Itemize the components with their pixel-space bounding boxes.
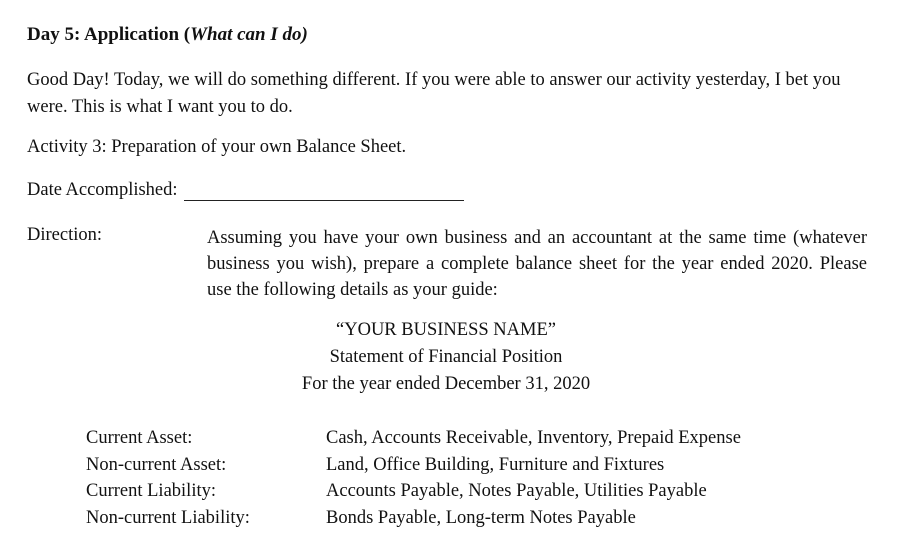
- item-row: [86, 478, 741, 505]
- direction-text: Assuming you have your own business and an accountant at the same time (whatever business you wish), prepare a complete balance sheet for the year ended 2020. Please use the following details as your guide:: [207, 228, 867, 300]
- intro-paragraph: Good Day! Today, we will do something different. If you were able to answer our activity yesterday, I bet you were. This is what I want you to do.: [27, 70, 841, 117]
- date-accomplished-label: Date Accomplished:: [27, 180, 178, 200]
- account-items: [86, 425, 741, 531]
- activity-heading: Activity 3: Preparation of your own Balance Sheet.: [27, 137, 407, 157]
- item-label: Non-current Asset:: [86, 454, 227, 475]
- date-accomplished-row: [27, 180, 464, 201]
- item-value: Bonds Payable, Long-term Notes Payable: [326, 507, 636, 528]
- statement-period: For the year ended December 31, 2020: [301, 374, 591, 394]
- date-accomplished-blank: [184, 180, 464, 201]
- business-name: “YOUR BUSINESS NAME”: [336, 320, 556, 340]
- item-row: [86, 505, 741, 532]
- title-prefix: Day 5: Application (: [27, 24, 191, 45]
- item-label: Non-current Liability:: [86, 507, 250, 528]
- title-italic: What can I do): [190, 24, 308, 45]
- item-row: [86, 425, 741, 452]
- direction-label: Direction:: [27, 225, 103, 245]
- item-label: Current Liability:: [86, 481, 216, 501]
- item-row: [86, 452, 741, 479]
- item-value: Land, Office Building, Furniture and Fixtures: [326, 454, 665, 475]
- statement-header: [0, 317, 892, 398]
- item-value: Cash, Accounts Receivable, Inventory, Prepaid Expense: [326, 428, 741, 448]
- item-value: Accounts Payable, Notes Payable, Utilities Payable: [326, 481, 707, 501]
- statement-title: Statement of Financial Position: [329, 347, 563, 367]
- item-label: Current Asset:: [86, 428, 193, 448]
- page-title: [27, 24, 308, 46]
